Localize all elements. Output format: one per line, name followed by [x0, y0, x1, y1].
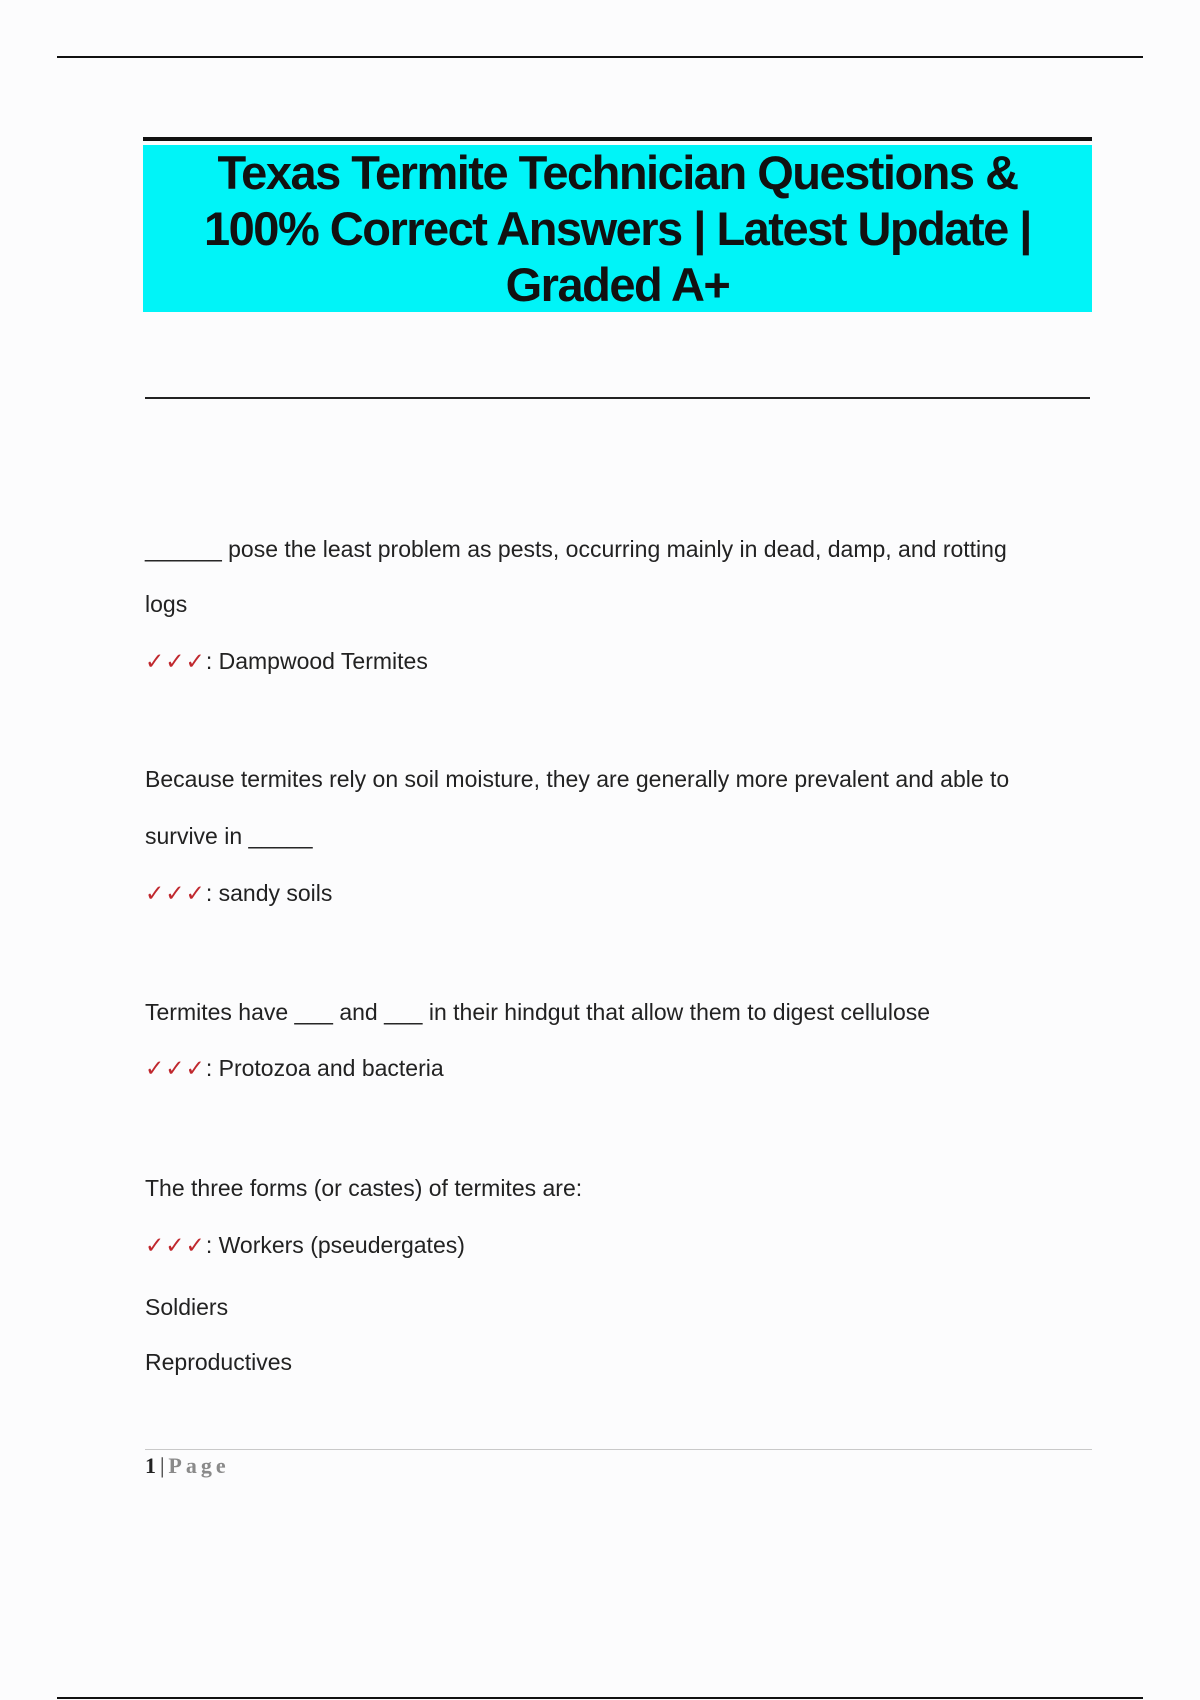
- footer-rule: [145, 1449, 1092, 1450]
- answer-2-text: : sandy soils: [205, 880, 333, 906]
- question-4-line-1: The three forms (or castes) of termites are:: [145, 1175, 583, 1201]
- title-banner: [143, 145, 1092, 312]
- answer-3: [145, 1055, 444, 1082]
- check-marks-icon: ✓✓✓: [145, 648, 206, 674]
- answer-1: [145, 648, 428, 675]
- answer-3-text: : Protozoa and bacteria: [205, 1055, 444, 1081]
- question-1-line-2: logs: [145, 591, 188, 617]
- question-3-line-1: Termites have ___ and ___ in their hindgut that allow them to digest cellulose: [145, 999, 931, 1025]
- answer-4-line-2: Soldiers: [145, 1294, 229, 1320]
- check-marks-icon: ✓✓✓: [145, 1232, 206, 1258]
- check-marks-icon: ✓✓✓: [145, 880, 206, 906]
- answer-4: [145, 1232, 465, 1259]
- check-marks-icon: ✓✓✓: [145, 1055, 206, 1081]
- top-rule: [57, 56, 1143, 58]
- footer-separator: |: [160, 1453, 165, 1478]
- page-label: Page: [168, 1453, 230, 1478]
- question-2-line-1: Because termites rely on soil moisture, they are generally more prevalent and able to: [145, 766, 1010, 792]
- title-top-rule: [143, 137, 1092, 141]
- page-footer: [145, 1453, 230, 1479]
- bottom-rule: [57, 1697, 1143, 1699]
- answer-2: [145, 880, 332, 907]
- answer-4-line-3: Reproductives: [145, 1349, 293, 1375]
- question-2-line-2: survive in _____: [145, 823, 313, 849]
- answer-1-text: : Dampwood Termites: [205, 648, 428, 674]
- page-number: 1: [145, 1453, 156, 1478]
- document-title: Texas Termite Technician Questions & 100% Correct Answers | Latest Update | Graded A+: [204, 145, 1031, 311]
- title-block: [143, 137, 1092, 312]
- title-underline: [145, 397, 1090, 399]
- question-1-line-1: ______ pose the least problem as pests, occurring mainly in dead, damp, and rotting: [145, 536, 1007, 562]
- answer-4-text: : Workers (pseudergates): [205, 1232, 465, 1258]
